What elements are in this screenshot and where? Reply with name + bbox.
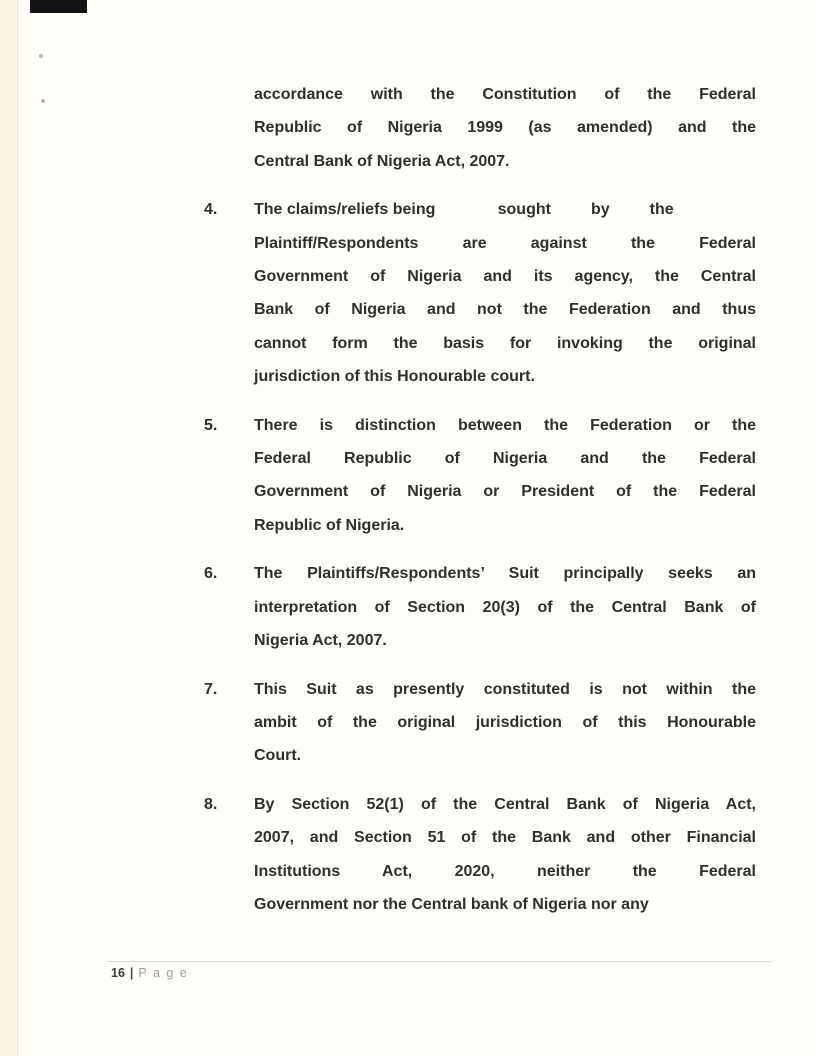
list-item-4 <box>204 193 756 393</box>
footer-separator: | <box>129 966 134 980</box>
text-line: cannot form the basis for invoking the original <box>254 334 756 352</box>
text-line: By Section 52(1) of the Central Bank of Nigeria Act, <box>254 795 756 813</box>
text-line: Republic of Nigeria. <box>254 516 405 534</box>
item-number: 6. <box>204 565 218 583</box>
text-line: jurisdiction of this Honourable court. <box>254 368 535 386</box>
text-line: Central Bank of Nigeria Act, 2007. <box>254 152 510 170</box>
text-line: The Plaintiffs/Respondents’ Suit principally seeks an <box>254 565 756 583</box>
text-line: accordance with the Constitution of the Federal <box>254 86 756 103</box>
item-body <box>254 673 756 773</box>
text-line: This Suit as presently constituted is not within the <box>254 680 756 698</box>
footer-divider <box>107 961 772 962</box>
item-body <box>254 409 756 543</box>
item-body <box>254 557 756 657</box>
text-line: Nigeria Act, 2007. <box>254 632 387 650</box>
text-line: Government nor the Central bank of Nigeria nor any <box>254 895 649 913</box>
scan-artifact-mark <box>30 0 87 13</box>
item-number: 4. <box>204 201 218 219</box>
text-line: There is distinction between the Federation or the <box>254 416 756 434</box>
text-line: Plaintiff/Respondents are against the Federal <box>254 234 756 252</box>
footer-page-label: P a g e <box>138 966 189 980</box>
list-item-8 <box>204 788 756 922</box>
item-number: 5. <box>204 416 218 434</box>
item-body <box>254 193 756 393</box>
list-item-7 <box>204 673 756 773</box>
continuation-paragraph <box>254 78 756 178</box>
text-line: The claims/reliefs being sought by the <box>254 201 674 219</box>
text-line: Government of Nigeria and its agency, the Central <box>254 268 756 286</box>
page-footer <box>111 966 188 980</box>
text-line: Bank of Nigeria and not the Federation and thus <box>254 301 756 319</box>
document-body <box>204 78 756 936</box>
text-line: Court. <box>254 747 302 765</box>
text-line: Federal Republic of Nigeria and the Federal <box>254 450 756 468</box>
text-line: interpretation of Section 20(3) of the Central Bank of <box>254 598 756 616</box>
text-line: 2007, and Section 51 of the Bank and other Financial <box>254 829 756 847</box>
item-body <box>254 788 756 922</box>
list-item-6 <box>204 557 756 657</box>
page-edge-strip <box>0 0 18 1056</box>
text-line: Government of Nigeria or President of the Federal <box>254 483 756 501</box>
text-line: ambit of the original jurisdiction of this Honourable <box>254 713 756 731</box>
scan-speck <box>41 99 45 103</box>
text-line: Institutions Act, 2020, neither the Federal <box>254 862 756 880</box>
list-item-5 <box>204 409 756 543</box>
page-number: 16 <box>111 966 125 980</box>
text-line: Republic of Nigeria 1999 (as amended) and the <box>254 119 756 137</box>
item-number: 8. <box>204 795 218 813</box>
item-number: 7. <box>204 680 218 698</box>
scan-speck <box>39 54 43 58</box>
